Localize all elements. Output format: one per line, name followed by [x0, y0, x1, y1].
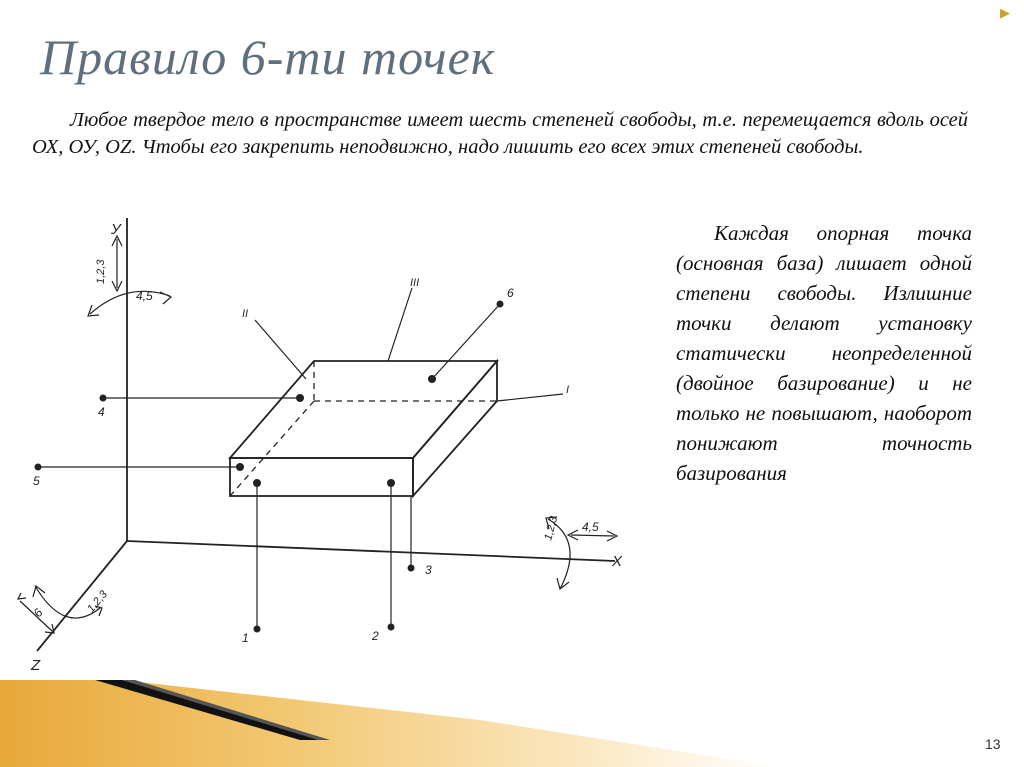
point-1 — [253, 479, 261, 487]
point-label-6: 6 — [507, 286, 514, 300]
z-rotation-label: 6 — [30, 605, 46, 620]
face-III-label: III — [410, 277, 420, 289]
point-6 — [428, 375, 436, 383]
x-translation-arrow — [571, 535, 614, 536]
y-rotation-label: 4,5 — [136, 289, 153, 303]
plate-top-face — [230, 361, 497, 458]
x-rotation-label: 4,5 — [582, 520, 599, 534]
face-I-label: I — [566, 384, 570, 396]
side-paragraph: Каждая опорная точка (основная база) лишает одной степени свободы. Излишние точки делают установку статически неопределенной (двойное базирование) и не только не повышают, наоборот понижают точность базирования — [676, 221, 972, 486]
arrow-marker-icon: ▶ — [1000, 6, 1010, 21]
leader-face-III — [388, 288, 412, 361]
z-translation-label: 1,2,3 — [85, 588, 111, 615]
x-axis — [127, 541, 615, 561]
y-rotation-arrow — [90, 291, 170, 314]
point-label-1: 1 — [242, 631, 249, 645]
leader-face-II — [255, 320, 306, 379]
intro-paragraph: Любое твердое тело в пространстве имеет шесть степеней свободы, т.е. перемещается вдоль осей ОХ, ОУ, OZ. Чтобы его закрепить неподвижно, надо лишить его всех этих степеней свободы. — [32, 109, 968, 158]
page-number: 13 — [985, 736, 1001, 752]
axis-x-label: Х — [612, 553, 623, 570]
six-point-rule-diagram — [0, 196, 650, 676]
point-label-4: 4 — [98, 405, 105, 419]
point-3 — [408, 565, 415, 572]
leader-point-6 — [432, 304, 500, 379]
z-axis — [37, 541, 127, 651]
plate-side-face — [413, 361, 497, 496]
point-2 — [387, 479, 395, 487]
y-translation-label: 1,2,3 — [95, 259, 107, 284]
point-5 — [236, 463, 244, 471]
point-4 — [296, 394, 304, 402]
face-II-label: II — [242, 308, 249, 320]
slide-title: Правило 6-ти точек — [40, 29, 496, 85]
x-translation-label: 1,2,3 — [542, 515, 561, 542]
point-label-5: 5 — [33, 474, 40, 488]
axis-z-label: Z — [31, 657, 41, 674]
axis-y-label: У — [111, 221, 121, 238]
decorative-bottom-band — [0, 680, 1024, 767]
point-label-2: 2 — [372, 629, 379, 643]
point-label-3: 3 — [425, 563, 432, 577]
leader-face-I — [497, 394, 563, 401]
